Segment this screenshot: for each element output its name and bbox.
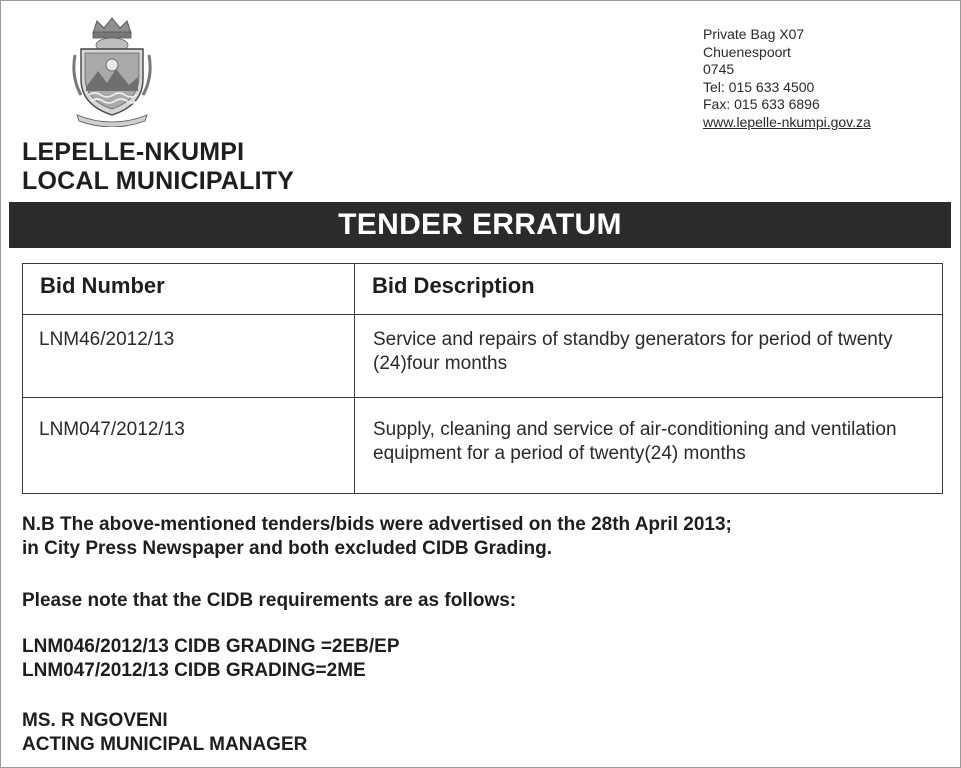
cidb-gradings: [22, 635, 400, 683]
cidb-grading-2: LNM047/2012/13 CIDB GRADING=2ME: [22, 660, 366, 681]
table-header-row: [23, 264, 943, 315]
signature-block: [22, 709, 307, 757]
signatory-name: MS. R NGOVENI: [22, 710, 168, 731]
bids-table: [22, 263, 943, 494]
nb-notice-line1: N.B The above-mentioned tenders/bids were advertised on the 28th April 2013;: [22, 514, 732, 535]
bid-number-cell: LNM047/2012/13: [23, 398, 355, 494]
cidb-requirements-intro: [22, 589, 516, 613]
address-line1: Private Bag X07: [703, 26, 805, 42]
address-fax: Fax: 015 633 6896: [703, 96, 820, 113]
municipality-name-line1: LEPELLE-NKUMPI: [22, 138, 245, 166]
website-link[interactable]: www.lepelle-nkumpi.gov.za: [703, 113, 871, 130]
address-line2: Chuenespoort: [703, 43, 791, 60]
bid-description-cell: Supply, cleaning and service of air-conditioning and ventilation equipment for a period of twenty(24) months: [355, 398, 943, 494]
municipality-name: [22, 138, 294, 196]
bid-description-cell: Service and repairs of standby generators for period of twenty (24)four months: [355, 315, 943, 398]
cidb-grading-1: LNM046/2012/13 CIDB GRADING =2EB/EP: [22, 636, 400, 657]
address-postal-code: 0745: [703, 61, 735, 78]
municipal-coat-of-arms-icon: [71, 15, 153, 127]
address-tel: Tel: 015 633 4500: [703, 78, 815, 95]
bid-number-header: Bid Number: [23, 264, 355, 315]
nb-notice-line2: in City Press Newspaper and both excluded CIDB Grading.: [22, 538, 552, 559]
municipality-name-line2: LOCAL MUNICIPALITY: [22, 167, 295, 195]
please-note-text: Please note that the CIDB requirements are as follows:: [22, 590, 517, 611]
tender-erratum-banner: TENDER ERRATUM: [9, 202, 951, 248]
table-row: [23, 315, 943, 398]
bid-description-header: Bid Description: [355, 264, 943, 315]
nb-notice: [22, 513, 732, 561]
contact-address: [703, 26, 871, 132]
signatory-title: ACTING MUNICIPAL MANAGER: [22, 734, 308, 755]
table-row: [23, 398, 943, 494]
bid-number-cell: LNM46/2012/13: [23, 315, 355, 398]
